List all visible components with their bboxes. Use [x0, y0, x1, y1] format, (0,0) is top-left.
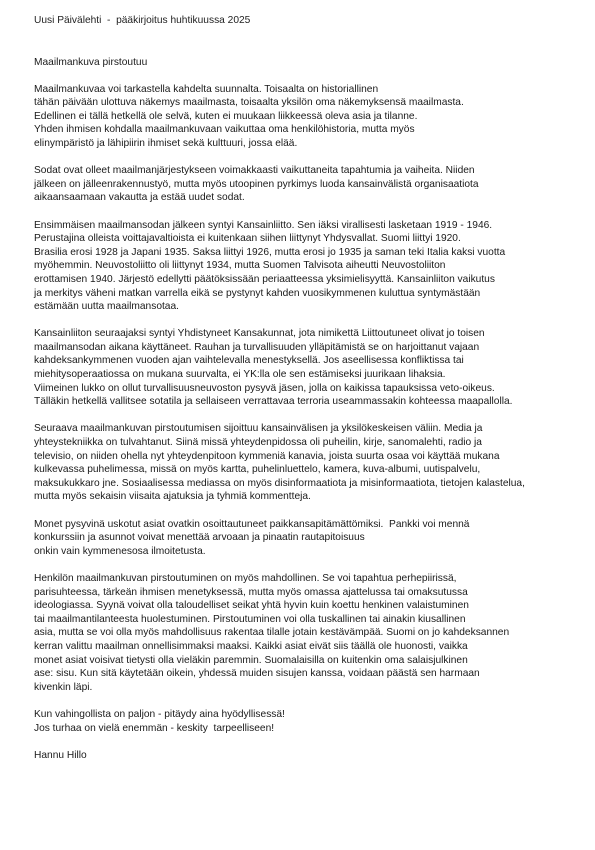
text-line: Henkilön maailmankuvan pirstoutuminen on myös mahdollinen. Se voi tapahtua perhepiirissä,: [34, 572, 457, 584]
article-body: [34, 83, 579, 736]
text-line: asia, mutta se voi olla myös mahdollisuus rakentaa tilalle jotain kestävämpää. Suomi on jo kahdeksannen: [34, 627, 510, 639]
text-line: Monet pysyvinä uskotut asiat ovatkin osoittautuneet paikkansapitämättömiksi. Pankki voi mennä: [34, 518, 470, 530]
text-line: jälkeen on jälleenrakennustyö, mutta myös utoopinen pyrkimys luoda kansainvälistä organisaatiota: [34, 178, 479, 190]
paragraph: [34, 219, 579, 314]
text-line: kivenkin läpi.: [34, 681, 93, 693]
text-line: Brasilia erosi 1928 ja Japani 1935. Saksa liittyi 1926, mutta erosi jo 1935 ja saman teki Italia kaksi vuotta: [34, 246, 506, 258]
paragraph: [34, 422, 579, 504]
text-line: ja merkitys väheni matkan varrella eikä se pystynyt kahden vuosikymmenen kuluttua syntymästään: [34, 287, 481, 299]
text-line: kulkevassa puhelimessa, missä on myös kartta, puhelinluettelo, kamera, kuva-albumi, uutispalvelu,: [34, 464, 481, 476]
article-title: Maailmankuva pirstoutuu: [34, 57, 148, 68]
text-line: Yhden ihmisen kohdalla maailmankuvaan vaikuttaa oma henkilöhistoria, mutta myös: [34, 124, 415, 136]
text-line: elinympäristö ja lähipiirin ihmiset sekä kulttuuri, jossa elää.: [34, 137, 298, 149]
text-line: Edellinen ei tällä hetkellä ole selvä, kuten ei muukaan liikkeessä oleva asia ja tilanne.: [34, 110, 418, 122]
text-line: maailmansodan aikana käyttäneet. Rauhan ja turvallisuuden ylläpitämistä se on harjoittanut vajaan: [34, 341, 480, 353]
text-line: monet asiat voisivat tietysti olla vieläkin paremmin. Suomalaisilla on kuitenkin oma salaisjulkinen: [34, 654, 468, 666]
paragraph: [34, 572, 579, 694]
publication-header: Uusi Päivälehti - pääkirjoitus huhtikuussa 2025: [34, 15, 251, 26]
text-line: maksukukkaro jne. Sosiaalisessa mediassa on myös disinformaatiota ja misinformaatiota, tietojen kalastelua,: [34, 477, 525, 489]
text-line: myöhemmin. Neuvostoliitto oli liittynyt 1934, mutta Suomen Talvisota aiheutti Neuvostoliiton: [34, 260, 446, 272]
text-line: Viimeinen lukko on ollut turvallisuusneuvoston pysyvä jäsen, jolla on kaikissa tapauksissa veto-oikeus.: [34, 382, 495, 394]
paragraph: [34, 83, 579, 151]
editorial-article: [34, 56, 579, 762]
paragraph: [34, 164, 579, 205]
text-line: Kansainliiton seuraajaksi syntyi Yhdistyneet Kansakunnat, jota nimikettä Liittoutuneet olivat jo toisen: [34, 328, 485, 340]
paragraph: [34, 518, 579, 559]
text-line: ideologiassa. Syynä voivat olla taloudelliset seikat yhtä hyvin kuin koettu henkinen valaistuminen: [34, 600, 469, 612]
text-line: televisio, on niiden ohella nyt yhteydenpitoon kymmeniä kanavia, joista suurta osaa voi käyttää mukana: [34, 450, 500, 462]
text-line: tähän päivään ulottuva näkemys maailmasta, toisaalta yksilön oma näkemyksensä maailmasta.: [34, 97, 464, 109]
text-line: parisuhteessa, tärkeän ihmisen menetyksessä, mutta myös omassa ajattelussa tai omaksutussa: [34, 586, 468, 598]
text-line: onkin vain kymmenesosa ilmoitetusta.: [34, 545, 206, 557]
paragraph: [34, 327, 579, 409]
text-line: miehitysoperaatiossa on mukana suurvalta, ei YK:lla ole sen estämiseksi juurikaan lihaksia.: [34, 369, 446, 381]
text-line: konkurssiin ja asunnot voivat menettää arvoaan ja pinaatin rautapitoisuus: [34, 532, 365, 544]
text-line: Maailmankuvaa voi tarkastella kahdelta suunnalta. Toisaalta on historiallinen: [34, 83, 379, 95]
text-line: aikaansaamaan vakautta ja estää uudet sodat.: [34, 192, 245, 204]
text-line: mutta myös sekaisin viisaita ajatuksia ja tyhmiä kommentteja.: [34, 491, 311, 503]
text-line: Kun vahingollista on paljon - pitäydy aina hyödyllisessä!: [34, 708, 285, 720]
text-line: Seuraava maailmankuvan pirstoutumisen sijoittuu kansainvälisen ja yksilökeskeisen väliin. Media ja: [34, 423, 483, 435]
text-line: Perustajina olleista voittajavaltioista ei kuitenkaan siihen liittynyt Yhdysvallat. Suomi liittyi 1920.: [34, 233, 461, 245]
text-line: estämään uutta maailmansotaa.: [34, 301, 179, 313]
text-line: Sodat ovat olleet maailmanjärjestykseen voimakkaasti vaikuttaneita tapahtumia ja vaiheita. Niiden: [34, 165, 475, 177]
text-line: kahdeksankymmenen vuoden ajan vaihtelevalla menestyksellä. Jos aseellisessa konfliktissa tai: [34, 355, 464, 367]
text-line: Ensimmäisen maailmansodan jälkeen syntyi Kansainliitto. Sen iäksi virallisesti lasketaan 1919 - 1946.: [34, 219, 493, 231]
text-line: Jos turhaa on vielä enemmän - keskity tarpeelliseen!: [34, 722, 275, 734]
paragraph: [34, 708, 579, 735]
text-line: erottamisen 1940. Järjestö edellytti päätöksissään periaatteessa yksimielisyyttä. Kansainliiton vaikutus: [34, 273, 495, 285]
author-signature: Hannu Hillo: [34, 749, 87, 761]
text-line: kerran valittu maailman onnellisimmaksi maaksi. Kaikki asiat eivät siis täällä ole huonosti, vaikka: [34, 640, 468, 652]
text-line: ase: sisu. Kun sitä käytetään oikein, yhdessä muiden sisujen kanssa, voidaan päästä sen harmaan: [34, 668, 480, 680]
text-line: Tälläkin hetkellä vallitsee sotatila ja sellaiseen verrattavaa terroria useammassakin kohteessa maapallolla.: [34, 396, 513, 408]
text-line: yhteystekniikka on tulvahtanut. Siinä missä yhteydenpidossa oli puheilin, kirje, sanomalehti, radio ja: [34, 437, 482, 449]
text-line: tai maailmantilanteesta huolestuminen. Pirstoutuminen voi olla tuskallinen tai ainakin kiusallinen: [34, 613, 466, 625]
